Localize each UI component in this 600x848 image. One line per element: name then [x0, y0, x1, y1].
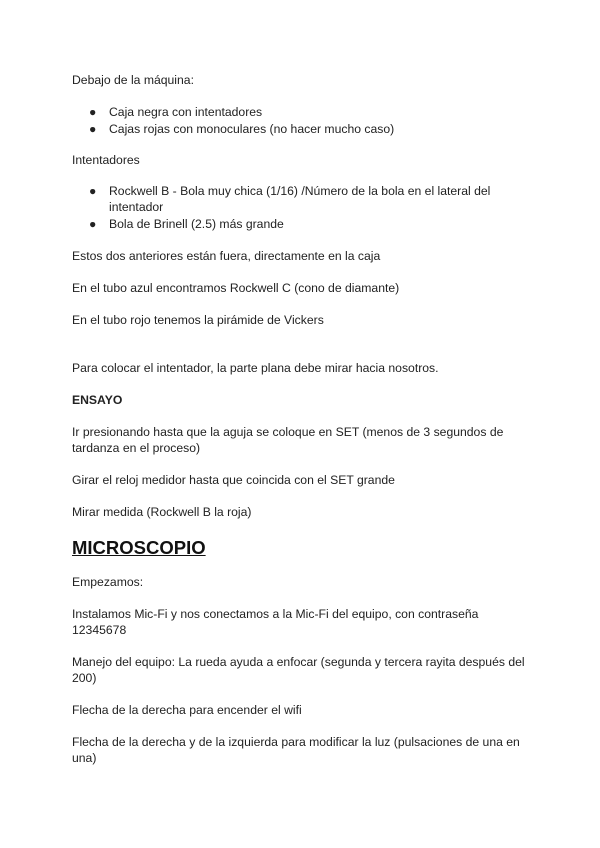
- bullet-icon: ●: [89, 184, 97, 198]
- paragraph-flecha-ambas: Flecha de la derecha y de la izquierda para modificar la luz (pulsaciones de una en una): [72, 735, 520, 765]
- list-item-text: Cajas rojas con monoculares (no hacer mucho caso): [109, 122, 395, 136]
- paragraph-instalamos: Instalamos Mic-Fi y nos conectamos a la Mic-Fi del equipo, con contraseña 12345678: [72, 607, 479, 637]
- list-item-text: Caja negra con intentadores: [109, 105, 263, 119]
- bullet-icon: ●: [89, 105, 97, 119]
- list-item-text: Bola de Brinell (2.5) más grande: [109, 217, 284, 231]
- paragraph-presionando: Ir presionando hasta que la aguja se coloque en SET (menos de 3 segundos de tardanza en el proceso): [72, 425, 504, 455]
- bullet-icon: ●: [89, 122, 97, 136]
- heading-ensayo: ENSAYO: [72, 393, 123, 407]
- paragraph-tubo-rojo: En el tubo rojo tenemos la pirámide de Vickers: [72, 313, 324, 327]
- paragraph-empezamos: Empezamos:: [72, 575, 144, 589]
- heading-debajo: Debajo de la máquina:: [72, 73, 194, 87]
- paragraph-girar: Girar el reloj medidor hasta que coincida con el SET grande: [72, 473, 395, 487]
- paragraph-manejo: Manejo del equipo: La rueda ayuda a enfocar (segunda y tercera rayita después del 200): [72, 655, 525, 685]
- heading-microscopio: MICROSCOPIO: [72, 537, 206, 558]
- paragraph-colocar: Para colocar el intentador, la parte plana debe mirar hacia nosotros.: [72, 361, 439, 375]
- heading-intentadores: Intentadores: [72, 153, 140, 167]
- bullet-icon: ●: [89, 217, 97, 231]
- paragraph-tubo-azul: En el tubo azul encontramos Rockwell C (cono de diamante): [72, 281, 400, 295]
- list-item-text: Rockwell B - Bola muy chica (1/16) /Número de la bola en el lateral del intentador: [109, 184, 491, 214]
- paragraph-flecha-derecha: Flecha de la derecha para encender el wifi: [72, 703, 302, 717]
- paragraph-mirar: Mirar medida (Rockwell B la roja): [72, 505, 252, 519]
- paragraph-fuera: Estos dos anteriores están fuera, directamente en la caja: [72, 249, 381, 263]
